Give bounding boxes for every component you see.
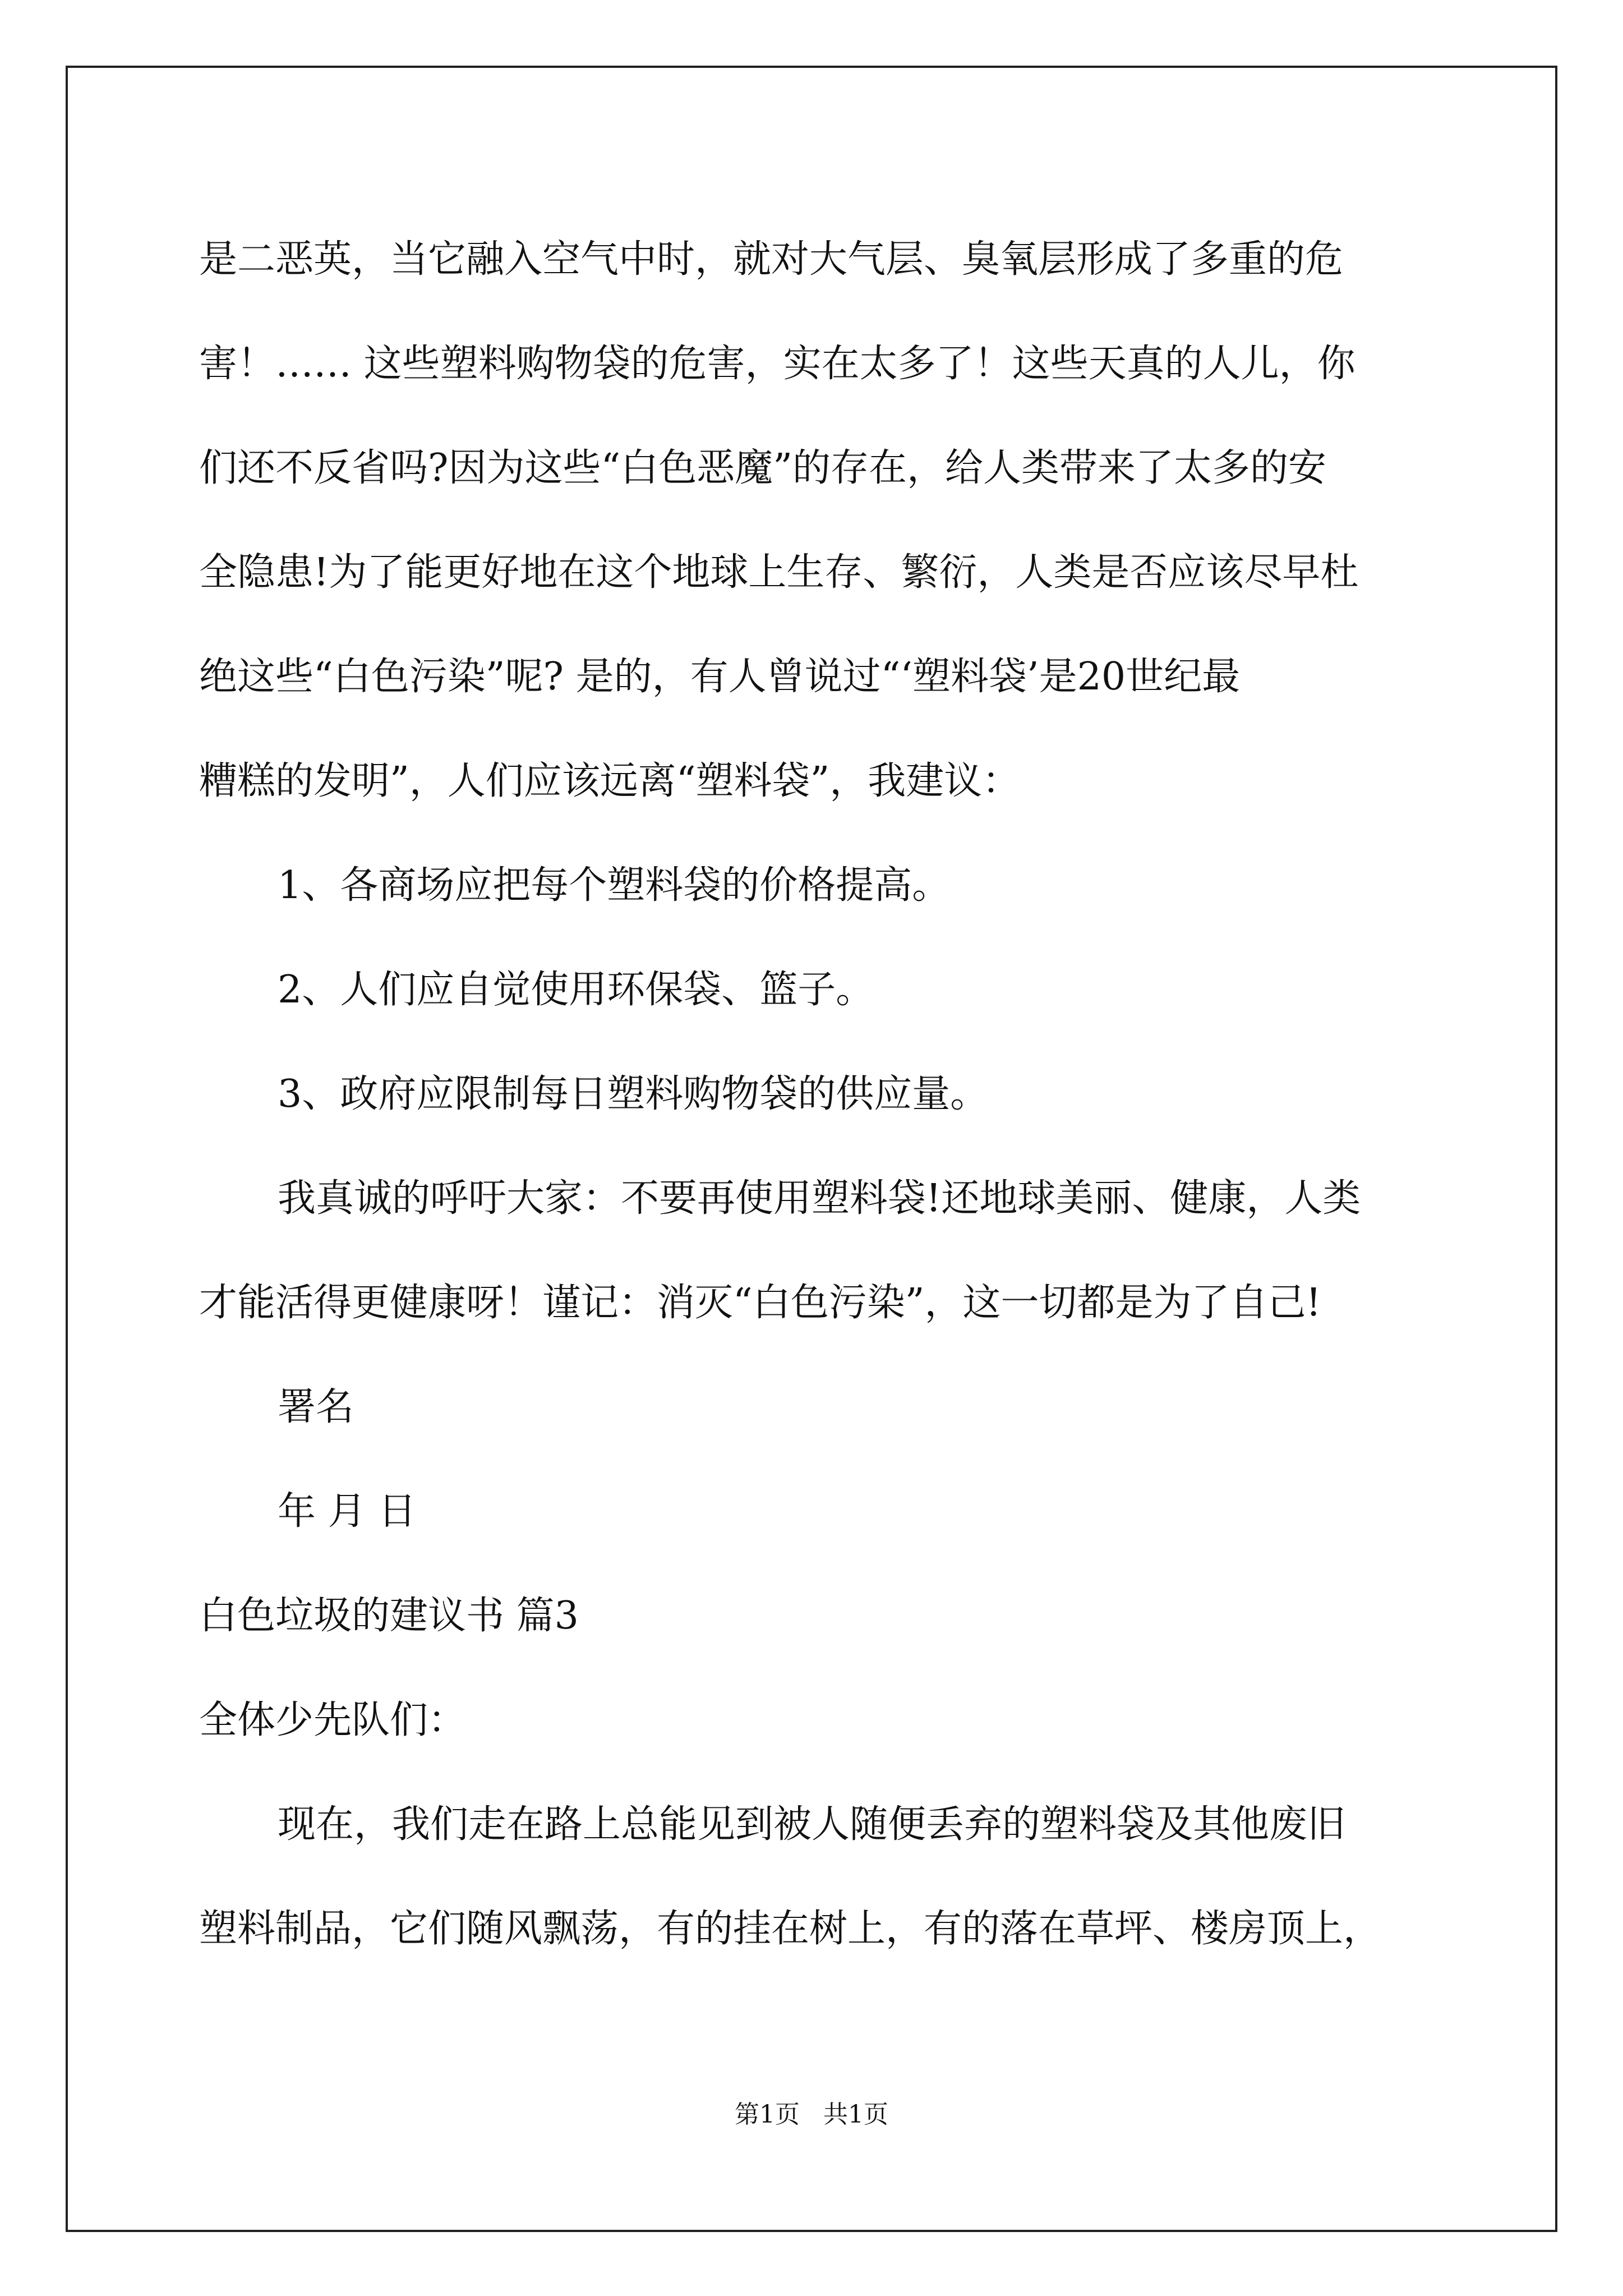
text-line: 糟糕的发明”，人们应该远离“塑料袋”，我建议：	[199, 759, 1021, 803]
date-line: 年 月 日	[278, 1489, 417, 1534]
document-body	[199, 208, 1438, 1981]
text-line: 是二恶英，当它融入空气中时，就对大气层、臭氧层形成了多重的危	[199, 237, 1344, 282]
text-line: 塑料制品，它们随风飘荡，有的挂在树上，有的落在草坪、楼房顶上，	[199, 1907, 1382, 1951]
page-footer: 第1页 共1页	[735, 2100, 888, 2129]
text-line: 全隐患!为了能更好地在这个地球上生存、繁衍，人类是否应该尽早杜	[199, 550, 1359, 595]
text-line: 才能活得更健康呀！谨记：消灭“白色污染”，这一切都是为了自己!	[199, 1281, 1321, 1325]
list-item: 3、政府应限制每日塑料购物袋的供应量。	[278, 1072, 989, 1116]
salutation: 全体少先队们：	[199, 1698, 467, 1742]
text-line: 绝这些“白色污染”呢? 是的，有人曾说过“‘塑料袋’是20世纪最	[199, 655, 1241, 699]
text-line: 害！…… 这些塑料购物袋的危害，实在太多了！这些天真的人儿，你	[199, 342, 1355, 386]
signature-label: 署名	[278, 1385, 354, 1429]
list-item: 2、人们应自觉使用环保袋、篮子。	[278, 968, 874, 1012]
list-item: 1、各商场应把每个塑料袋的价格提高。	[278, 863, 951, 908]
text-line: 我真诚的呼吁大家：不要再使用塑料袋!还地球美丽、健康，人类	[278, 1176, 1361, 1221]
text-line: 现在，我们走在路上总能见到被人随便丢弃的塑料袋及其他废旧	[278, 1802, 1346, 1847]
section-heading: 白色垃圾的建议书 篇3	[199, 1594, 579, 1638]
text-line: 们还不反省吗?因为这些“白色恶魔”的存在，给人类带来了太多的安	[199, 446, 1326, 490]
